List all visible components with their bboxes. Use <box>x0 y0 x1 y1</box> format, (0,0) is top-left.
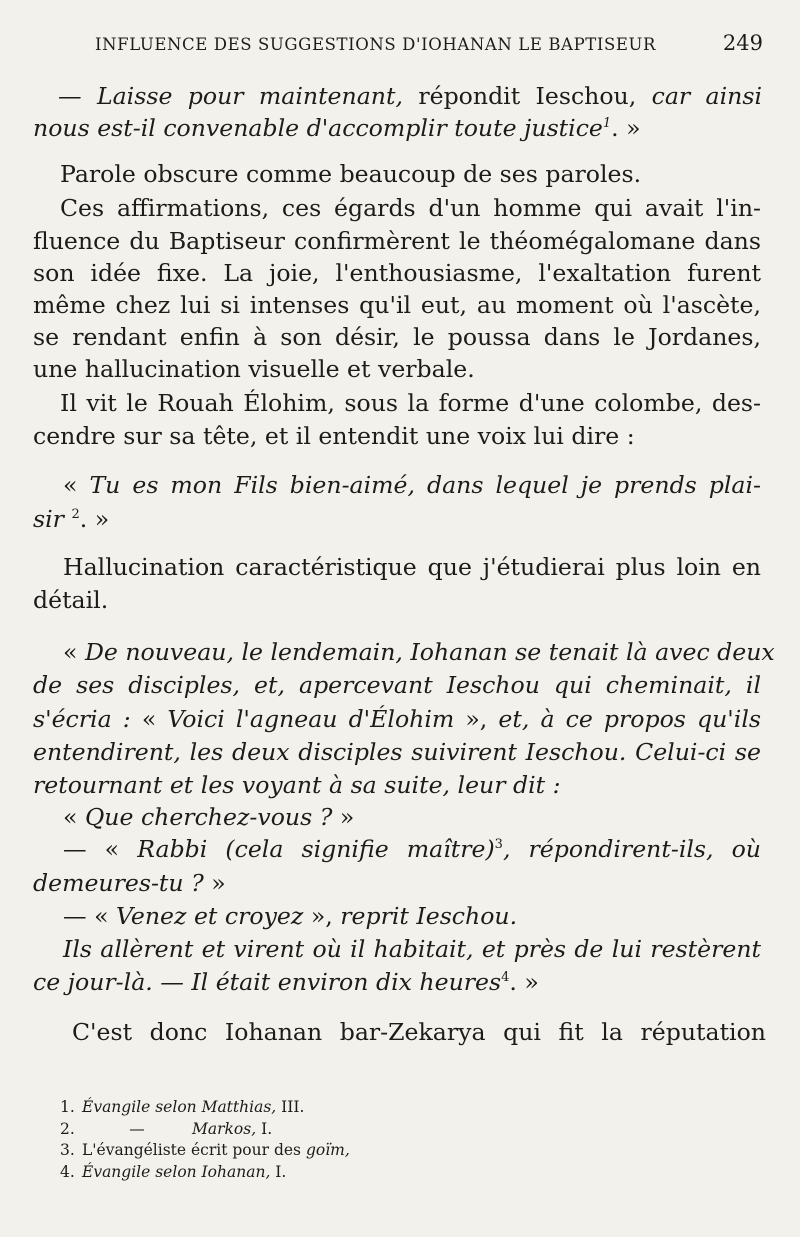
text-line: se rendant enfin à son désir, le poussa dans le Jordanes, <box>33 323 761 351</box>
text-line: — Laisse pour maintenant, répondit Ieschou, car ainsi <box>58 82 762 110</box>
footnote: 3. L'évangéliste écrit pour des goïm, <box>60 1141 350 1159</box>
text-line: fluence du Baptiseur confirmèrent le théomégalomane dans <box>33 227 761 255</box>
text-line: cendre sur sa tête, et il entendit une voix lui dire : <box>33 422 635 450</box>
text-line: « De nouveau, le lendemain, Iohanan se tenait là avec deux <box>63 638 775 666</box>
text-line: sir $^2$. » <box>33 505 110 533</box>
text-line: demeures-tu ? » <box>33 869 226 897</box>
text-line: Parole obscure comme beaucoup de ses paroles. <box>60 160 642 188</box>
page-number: 249 <box>722 31 763 55</box>
text-line: C'est donc Iohanan bar-Zekarya qui fit la réputation <box>72 1018 766 1046</box>
text-line: Ils allèrent et virent où il habitait, et près de lui restèrent <box>63 935 761 963</box>
running-title: INFLUENCE DES SUGGESTIONS D'IOHANAN LE BAPTISEUR <box>95 35 657 54</box>
running-header <box>95 31 763 57</box>
footnote: 1. Évangile selon Matthias, III. <box>60 1098 305 1116</box>
text-line: son idée fixe. La joie, l'enthousiasme, l'exaltation furent <box>33 259 761 287</box>
text-line: retournant et les voyant à sa suite, leur dit : <box>33 771 561 799</box>
text-line: de ses disciples, et, apercevant Ieschou qui cheminait, il <box>33 671 761 699</box>
text-line: « Tu es mon Fils bien-aimé, dans lequel je prends plai- <box>63 471 762 499</box>
footnote: 4. Évangile selon Iohanan, I. <box>60 1163 287 1181</box>
text-line: entendirent, les deux disciples suivirent Ieschou. Celui-ci se <box>33 738 761 766</box>
text-line: Il vit le Rouah Élohim, sous la forme d'une colombe, des- <box>60 389 761 417</box>
text-line: Ces affirmations, ces égards d'un homme qui avait l'in- <box>60 194 761 222</box>
footnote: 2. — Markos, I. <box>60 1120 273 1138</box>
text-line: « Que cherchez-vous ? » <box>63 803 355 831</box>
text-line: — « Venez et croyez », reprit Ieschou. <box>63 902 518 930</box>
text-line: nous est-il convenable d'accomplir toute justice$^1$. » <box>33 114 641 142</box>
text-line: — « Rabbi (cela signifie maître)$^3$, répondirent-ils, où <box>63 835 761 863</box>
text-line: ce jour-là. — Il était environ dix heures$^4$. » <box>33 968 539 996</box>
text-line: s'écria : « Voici l'agneau d'Élohim », et, à ce propos qu'ils <box>33 705 761 733</box>
text-line: une hallucination visuelle et verbale. <box>33 355 475 383</box>
text-line: Hallucination caractéristique que j'étudierai plus loin en <box>63 553 761 581</box>
text-line: détail. <box>33 586 109 614</box>
text-line: même chez lui si intenses qu'il eut, au moment où l'ascète, <box>33 291 761 319</box>
